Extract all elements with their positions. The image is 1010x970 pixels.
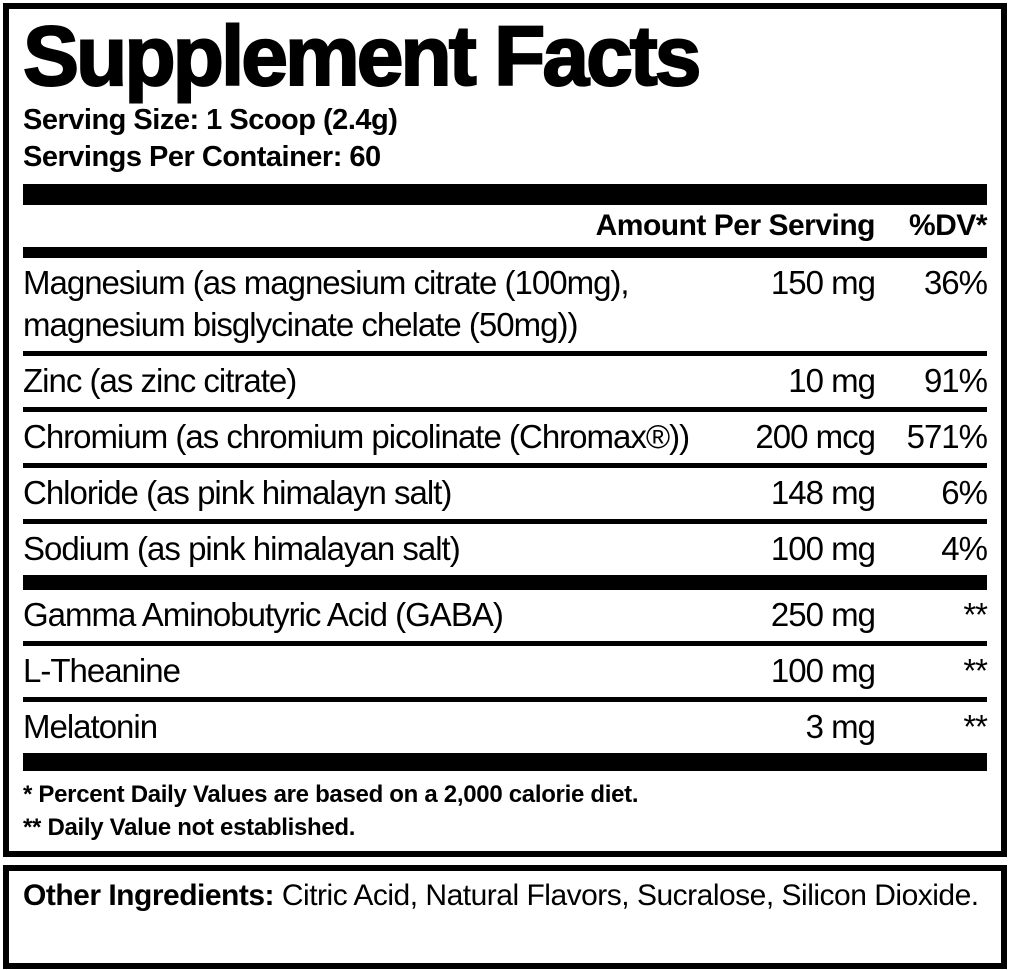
- header-amount-per-serving: Amount Per Serving: [595, 208, 875, 242]
- ingredient-amount: 200 mcg: [755, 417, 875, 455]
- other-ingredients-text: [23, 876, 987, 916]
- ingredient-name: Magnesium (as magnesium citrate (100mg), magnesium bisglycinate chelate (50mg)): [23, 263, 629, 343]
- ingredient-amount: 148 mg: [770, 473, 875, 511]
- divider-under-header: [23, 247, 987, 258]
- other-ingredients-panel: [3, 865, 1007, 969]
- serving-size: Serving Size: 1 Scoop (2.4g): [23, 103, 398, 136]
- ingredient-dv: 91%: [923, 361, 987, 399]
- table-row: [23, 463, 987, 519]
- ingredient-dv: 6%: [941, 473, 987, 511]
- ingredient-dv: 4%: [941, 529, 987, 567]
- other-ingredients-list: Citric Acid, Natural Flavors, Sucralose, Silicon Dioxide.: [281, 879, 979, 912]
- panel-title: Supplement Facts: [23, 9, 699, 103]
- table-row: [23, 641, 987, 697]
- ingredient-dv: **: [963, 651, 987, 689]
- ingredient-dv: 571%: [906, 417, 987, 455]
- ingredient-name: Gamma Aminobutyric Acid (GABA): [23, 595, 503, 633]
- footnote-daily-values: * Percent Daily Values are based on a 2,000 calorie diet.: [23, 780, 639, 808]
- ingredient-name: Chromium (as chromium picolinate (Chromax®)): [23, 417, 690, 455]
- table-header-row: [23, 205, 987, 247]
- table-row: [23, 407, 987, 463]
- ingredient-amount: 250 mg: [770, 595, 875, 633]
- footnotes: [23, 771, 987, 852]
- table-row: [23, 351, 987, 407]
- ingredient-dv: **: [963, 595, 987, 633]
- ingredient-name: Chloride (as pink himalayn salt): [23, 473, 452, 511]
- table-row: [23, 519, 987, 575]
- table-row: [23, 575, 987, 641]
- header-percent-dv: %DV*: [908, 208, 987, 242]
- ingredient-amount: 100 mg: [770, 651, 875, 689]
- ingredient-amount: 100 mg: [770, 529, 875, 567]
- ingredient-dv: 36%: [923, 263, 987, 301]
- ingredient-amount: 3 mg: [805, 707, 875, 745]
- supplement-facts-panel: [3, 3, 1007, 857]
- table-row: [23, 697, 987, 753]
- servings-per-container: Servings Per Container: 60: [23, 140, 381, 173]
- other-ingredients-label: Other Ingredients:: [23, 879, 275, 912]
- divider-thick-bottom: [23, 753, 987, 771]
- serving-info: [23, 102, 987, 176]
- ingredient-amount: 10 mg: [788, 361, 875, 399]
- divider-thick-top: [23, 184, 987, 205]
- table-row: [23, 258, 987, 351]
- ingredient-name: L-Theanine: [23, 651, 180, 689]
- ingredient-table: [23, 258, 987, 753]
- ingredient-name: Melatonin: [23, 707, 158, 745]
- ingredient-amount: 150 mg: [770, 263, 875, 301]
- ingredient-name: Zinc (as zinc citrate): [23, 361, 297, 399]
- footnote-dv-not-established: ** Daily Value not established.: [23, 813, 356, 841]
- ingredient-name: Sodium (as pink himalayan salt): [23, 529, 460, 567]
- ingredient-dv: **: [963, 707, 987, 745]
